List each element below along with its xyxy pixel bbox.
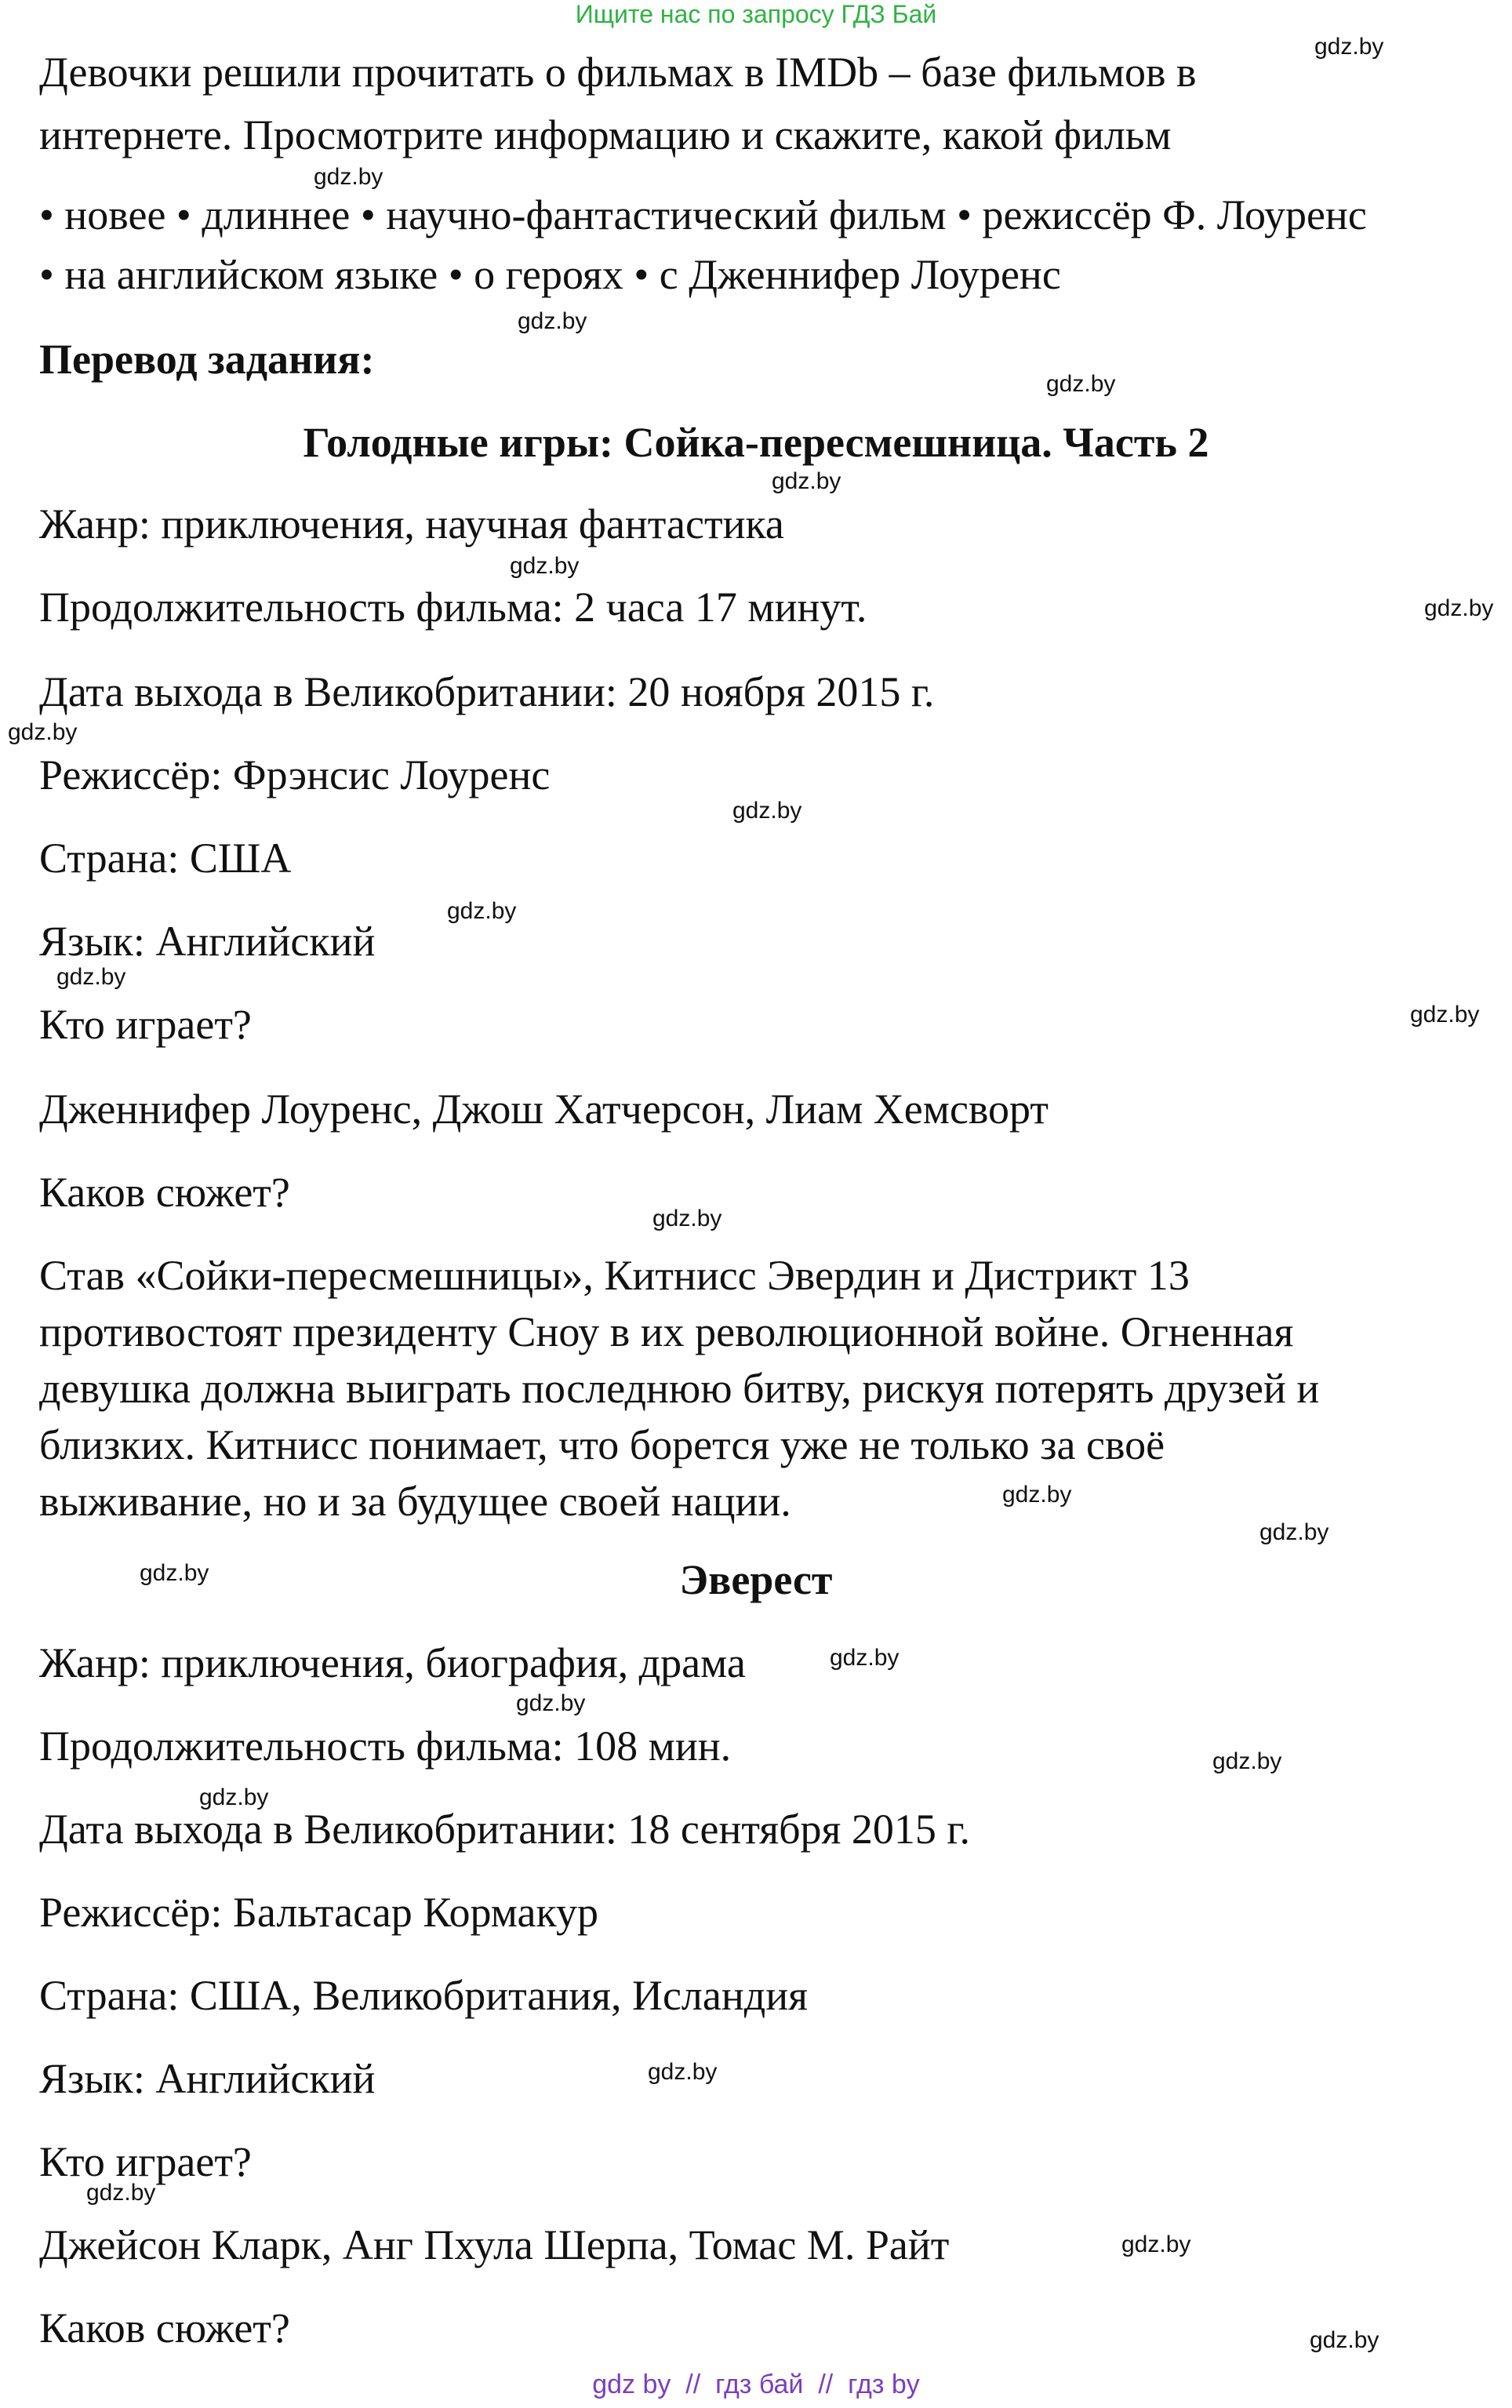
watermark: gdz.by xyxy=(518,308,587,334)
watermark: gdz.by xyxy=(772,468,841,494)
watermark: gdz.by xyxy=(8,719,78,745)
watermark: gdz.by xyxy=(830,1645,900,1671)
watermark: gdz.by xyxy=(86,2180,156,2206)
watermark: gdz.by xyxy=(516,1690,586,1716)
film1-director: Режиссёр: Фрэнсис Лоуренс xyxy=(39,751,551,798)
film1-duration: Продолжительность фильма: 2 часа 17 минут. xyxy=(39,584,867,631)
film2-title: Эверест xyxy=(679,1556,833,1603)
watermark: gdz.by xyxy=(140,1560,209,1586)
film1-cast-question: Кто играет? xyxy=(39,1001,252,1048)
watermark: gdz.by xyxy=(1002,1482,1072,1508)
top-banner: Ищите нас по запросу ГДЗ Бай xyxy=(575,0,937,28)
film2-director: Режиссёр: Бальтасар Кормакур xyxy=(39,1889,598,1936)
film1-title: Голодные игры: Сойка-пересмешница. Часть 2 xyxy=(303,419,1209,466)
film1-language: Язык: Английский xyxy=(39,918,376,965)
watermark: gdz.by xyxy=(1259,1519,1329,1545)
watermark: gdz.by xyxy=(447,898,517,924)
task-line-1: Девочки решили прочитать о фильмах в IMDb – базе фильмов в xyxy=(39,49,1197,96)
film1-cast: Дженнифер Лоуренс, Джош Хатчерсон, Лиам Хемсворт xyxy=(39,1086,1049,1133)
film1-plot-question: Каков сюжет? xyxy=(39,1169,290,1216)
watermark: gdz.by xyxy=(1424,595,1494,621)
film1-genre: Жанр: приключения, научная фантастика xyxy=(39,500,784,547)
film2-genre: Жанр: приключения, биография, драма xyxy=(39,1639,746,1686)
film2-language: Язык: Английский xyxy=(39,2055,376,2102)
plot-line: девушка должна выиграть последнюю битву, рискуя потерять друзей и xyxy=(39,1365,1320,1412)
watermark: gdz.by xyxy=(1310,2327,1379,2353)
translation-heading: Перевод задания: xyxy=(39,336,375,383)
watermark: gdz.by xyxy=(648,2059,718,2085)
watermark: gdz.by xyxy=(1046,371,1116,397)
task-line-4: • на английском языке • о героях • с Дженнифер Лоуренс xyxy=(39,251,1061,298)
watermark: gdz.by xyxy=(652,1206,722,1231)
task-line-3: • новее • длиннее • научно-фантастический фильм • режиссёр Ф. Лоуренс xyxy=(39,191,1367,238)
plot-line: выживание, но и за будущее своей нации. xyxy=(39,1478,791,1525)
watermark: gdz.by xyxy=(510,553,580,579)
film2-cast-question: Кто играет? xyxy=(39,2138,252,2185)
plot-line: противостоят президенту Сноу в их революционной войне. Огненная xyxy=(39,1308,1294,1355)
film2-release: Дата выхода в Великобритании: 18 сентября 2015 г. xyxy=(39,1806,970,1853)
watermark: gdz.by xyxy=(732,798,802,824)
film2-duration: Продолжительность фильма: 108 мин. xyxy=(39,1722,732,1770)
film1-country: Страна: США xyxy=(39,835,292,882)
film1-release: Дата выхода в Великобритании: 20 ноября 2015 г. xyxy=(39,668,935,715)
film2-plot-question: Каков сюжет? xyxy=(39,2304,290,2352)
watermark: gdz.by xyxy=(56,964,126,990)
watermark: gdz.by xyxy=(1212,1748,1282,1774)
watermark: gdz.by xyxy=(1121,2232,1191,2257)
watermark: gdz.by xyxy=(1410,1002,1480,1028)
film2-country: Страна: США, Великобритания, Исландия xyxy=(39,1972,808,2019)
task-line-2: интернете. Просмотрите информацию и скажите, какой фильм xyxy=(39,111,1172,158)
plot-line: Став «Сойки-пересмешницы», Китнисс Эвердин и Дистрикт 13 xyxy=(39,1252,1190,1299)
watermark: gdz.by xyxy=(199,1784,269,1810)
plot-line: близких. Китнисс понимает, что борется уже не только за своё xyxy=(39,1421,1165,1468)
footer-links: gdz by // гдз бай // гдз by xyxy=(592,2370,920,2399)
watermark: gdz.by xyxy=(314,164,383,190)
film1-plot xyxy=(39,1247,1482,1530)
watermark: gdz.by xyxy=(1314,34,1384,60)
film2-cast: Джейсон Кларк, Анг Пхула Шерпа, Томас М. Райт xyxy=(39,2221,950,2268)
